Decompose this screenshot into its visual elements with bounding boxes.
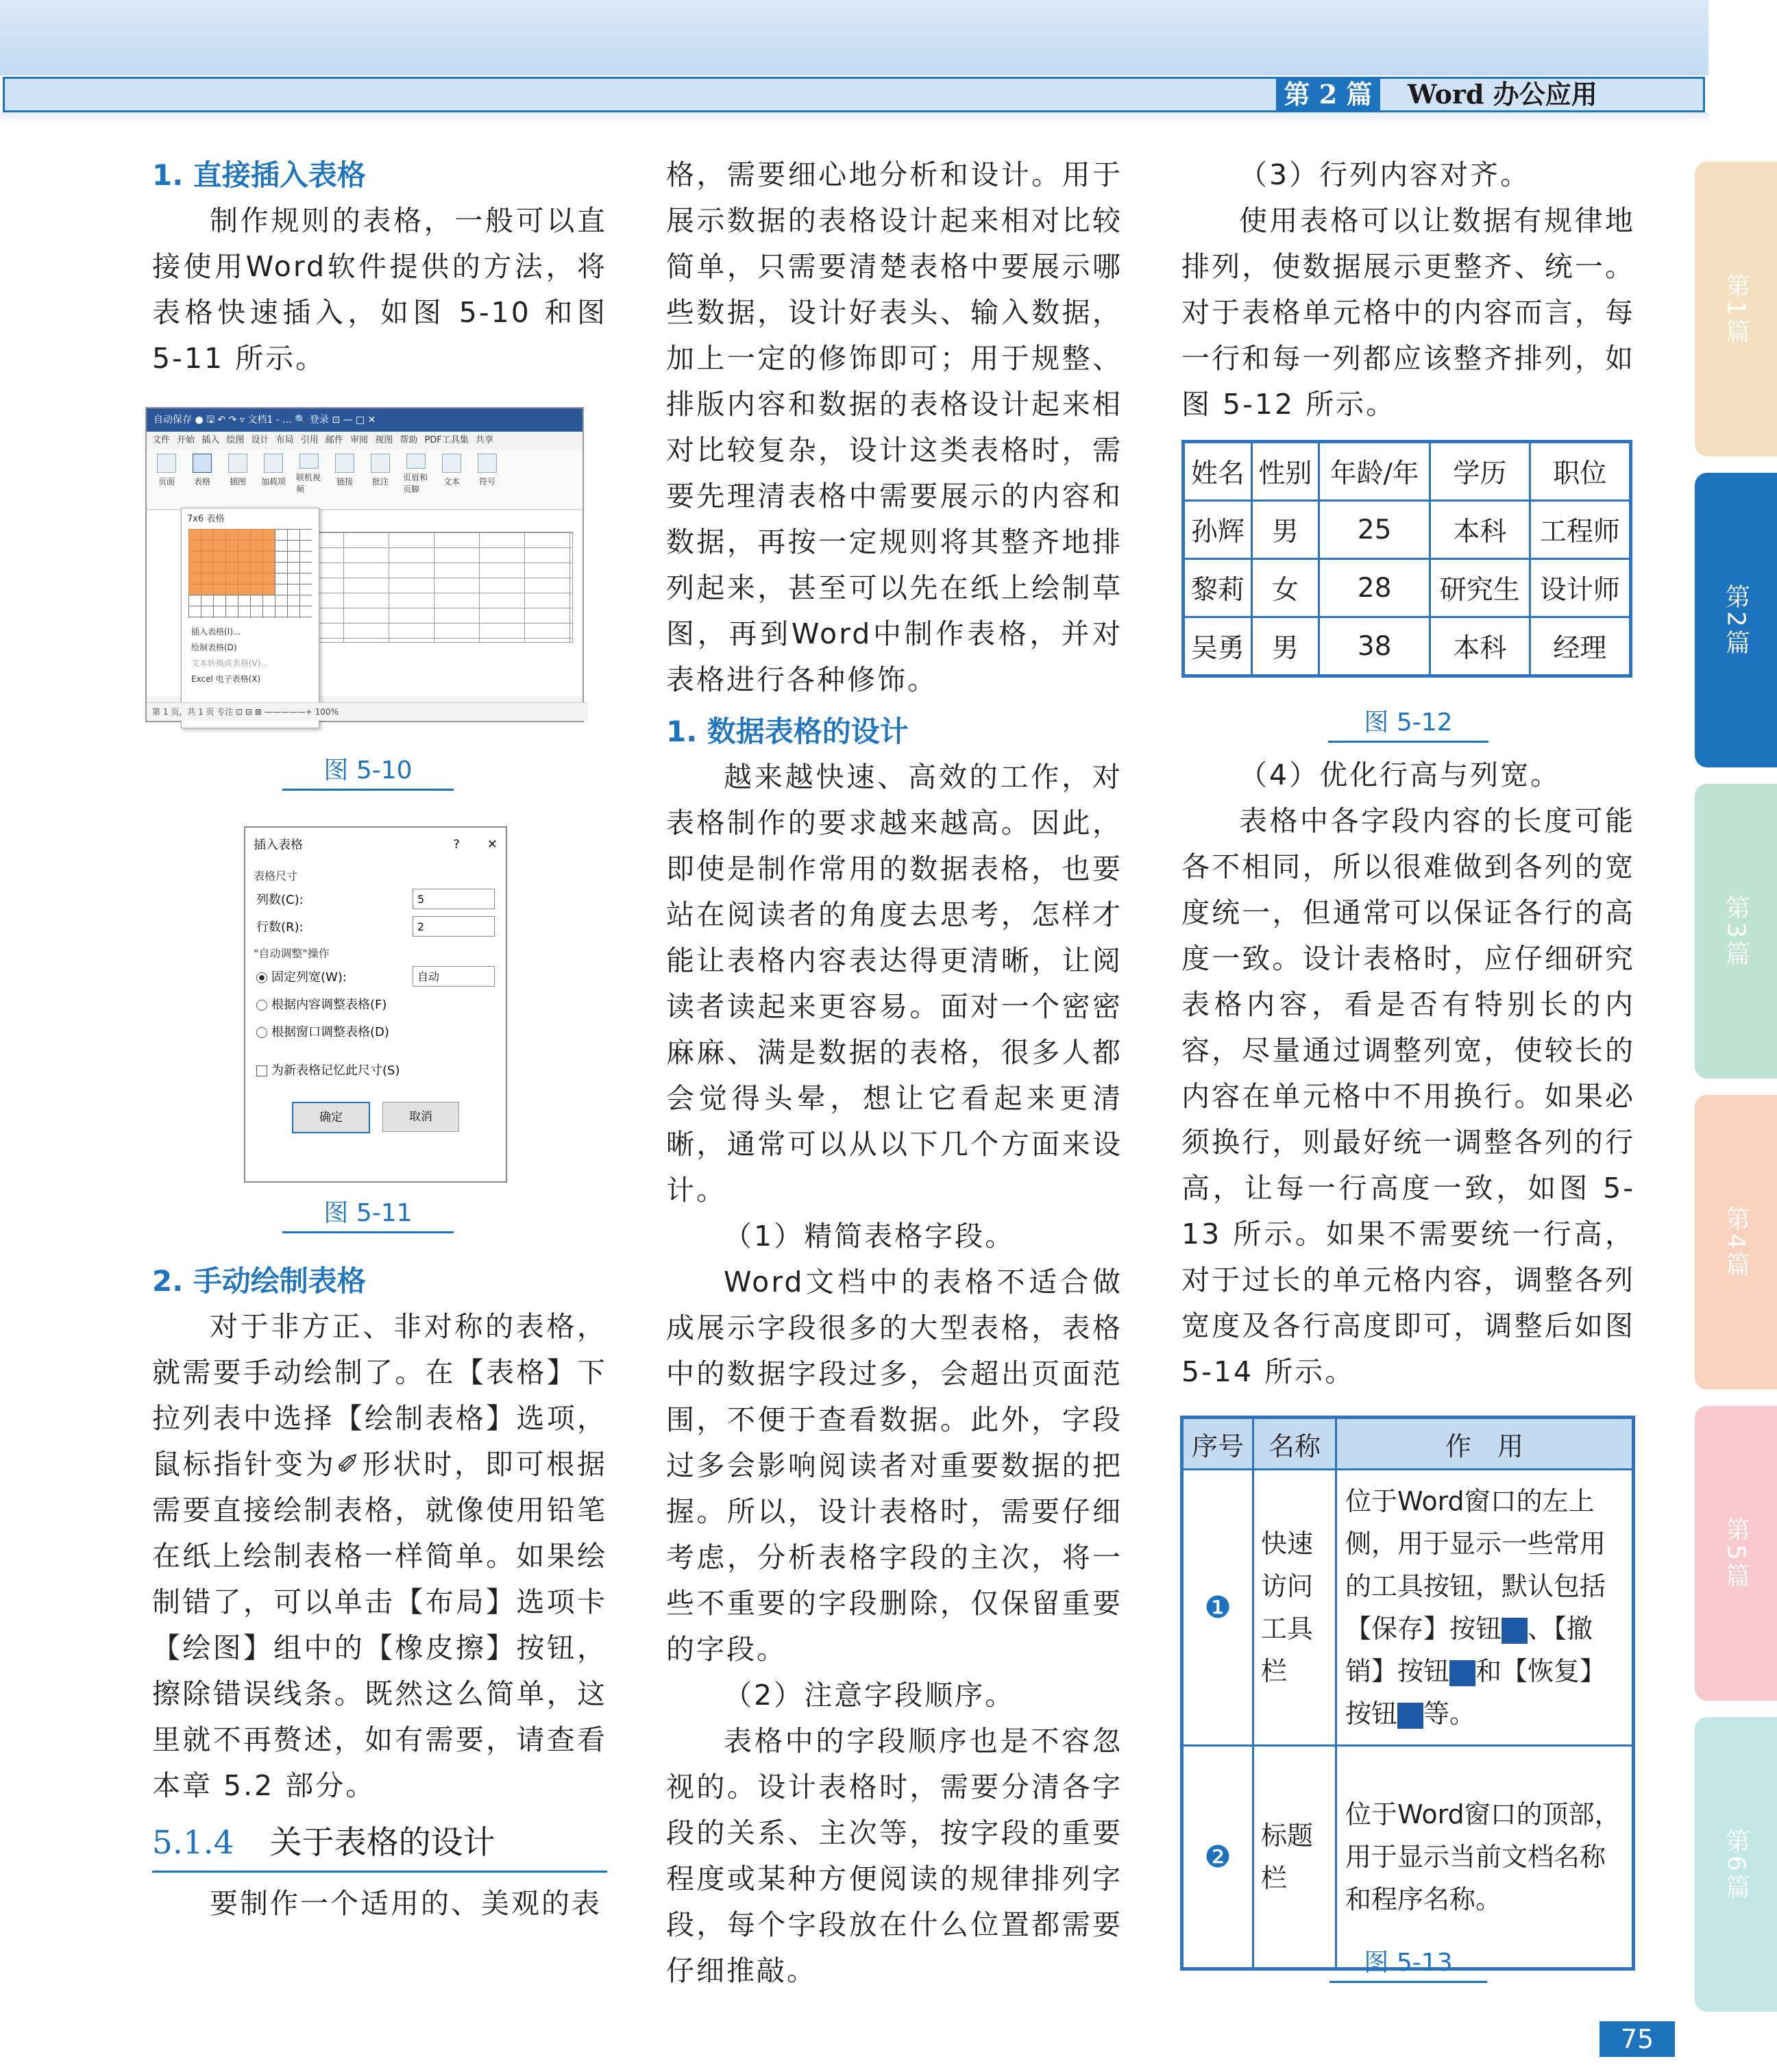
section-heading xyxy=(152,1821,607,1873)
table-grid xyxy=(188,529,312,618)
table-cell: 工程师 xyxy=(1530,501,1630,559)
table-cell: 黎莉 xyxy=(1184,559,1252,617)
subheading: （4）优化行高与列宽。 xyxy=(1239,758,1561,791)
table-cell: 孙辉 xyxy=(1184,501,1252,559)
dialog-header xyxy=(245,828,506,861)
ribbon-comment-icon: 批注 xyxy=(367,454,393,495)
figure-caption: 图 5-12 xyxy=(1328,703,1488,743)
table-cell: 设计师 xyxy=(1530,559,1630,617)
table-cell: 女 xyxy=(1251,559,1319,617)
page-number: 75 xyxy=(1600,2021,1675,2057)
checkbox-icon xyxy=(256,1065,267,1076)
part-tab-3[interactable]: 第3篇 xyxy=(1695,784,1777,1078)
desc-text: 、【撤销】按钮 xyxy=(1345,1614,1593,1686)
cols-spinner: 5 xyxy=(413,889,495,909)
word-ribbon xyxy=(147,449,583,510)
autofit-window-label: 根据窗口调整表格(D) xyxy=(271,1025,389,1039)
cols-row xyxy=(256,887,495,911)
row-number: ❷ xyxy=(1182,1746,1253,1969)
figure-5-13-table xyxy=(1180,1416,1635,1971)
figure-caption: 图 5-11 xyxy=(282,1194,454,1233)
autofit-window-row xyxy=(256,1020,495,1043)
paragraph: 表格中的字段顺序也是不容忽视的。设计表格时，需要分清各字段的关系、主次等，按字段的重要程度或某种方便阅读的规律排列字段，每个字段放在什么位置都需要仔细推敲。 xyxy=(666,1725,1123,1987)
table-header-cell: 作 用 xyxy=(1336,1418,1634,1470)
remember-row xyxy=(256,1058,495,1081)
paragraph: 使用表格可以让数据有规律地排列，使数据展示更整齐、统一。对于表格单元格中的内容而言，每一行和每一列都应该整齐排列，如图 5-12 所示。 xyxy=(1181,204,1635,421)
part-tab-6[interactable]: 第6篇 xyxy=(1695,1717,1777,2012)
paragraph: 对于非方正、非对称的表格，就需要手动绘制了。在【表格】下拉列表中选择【绘制表格】选项，鼠标指针变为✐形状时，即可根据需要直接绘制表格，就像使用铅笔在纸上绘制表格一样简单。如果绘制错了，可以单击【布局】选项卡【绘图】组中的【橡皮擦】按钮，擦除错误线条。既然这么简单，这里就不再赘述，如有需要，请查看本章 5.2 部分。 xyxy=(152,1310,607,1802)
ribbon-video-icon: 联机视频 xyxy=(296,454,322,495)
heading-insert-table: 1. 直接插入表格 xyxy=(152,158,366,192)
autofit-content-label: 根据内容调整表格(F) xyxy=(271,998,387,1012)
heading-data-table-design: 1. 数据表格的设计 xyxy=(666,715,909,748)
row-description xyxy=(1336,1470,1634,1746)
desc-text: 位于Word窗口的左上侧，用于显示一些常用的工具按钮，默认包括【保存】按钮 xyxy=(1345,1486,1606,1644)
table-header-cell: 名称 xyxy=(1253,1418,1336,1470)
insert-table-dialog xyxy=(244,826,507,1183)
cancel-button: 取消 xyxy=(382,1102,459,1132)
table-header-cell: 性别 xyxy=(1251,442,1319,501)
figure-5-11-caption-wrap xyxy=(282,1194,454,1233)
row-number: ❶ xyxy=(1182,1470,1253,1746)
grid-size-label: 7x6 表格 xyxy=(187,514,225,524)
table-cell: 本科 xyxy=(1430,501,1530,559)
table-header-cell: 序号 xyxy=(1182,1418,1253,1470)
section-title: 关于表格的设计 xyxy=(269,1824,495,1862)
part-tab-4[interactable]: 第4篇 xyxy=(1695,1095,1777,1390)
undo-icon xyxy=(1449,1660,1475,1686)
table-cell: 男 xyxy=(1251,617,1319,676)
column-1 xyxy=(152,152,607,382)
rows-row xyxy=(256,915,495,938)
word-insert-table-screenshot xyxy=(145,407,584,722)
row-name: 快速访问工具栏 xyxy=(1253,1470,1336,1746)
menu-insert-table: 插入表格(I)... xyxy=(191,627,241,637)
fixed-width-row xyxy=(256,965,495,988)
table-header-cell: 年龄/年 xyxy=(1319,442,1430,501)
table-cell: 38 xyxy=(1319,617,1430,676)
table-cell: 25 xyxy=(1319,501,1430,559)
column-3 xyxy=(1181,152,1635,428)
paragraph: Word文档中的表格不适合做成展示字段很多的大型表格，表格中的数据字段过多，会超出页面范围，不便于查看数据。此外，字段过多会影响阅读者对重要数据的把握。所以，设计表格时，需要仔细考虑，分析表格字段的主次，将一些不重要的字段删除，仅保留重要的字段。 xyxy=(666,1266,1123,1666)
figure-5-12-table xyxy=(1181,440,1632,678)
ribbon-table-icon: 表格 xyxy=(189,454,215,495)
heading-draw-table: 2. 手动绘制表格 xyxy=(152,1264,366,1298)
document-table xyxy=(297,532,573,643)
help-icon: ? xyxy=(453,837,460,852)
section-number: 5.1.4 xyxy=(152,1824,234,1862)
radio-selected-icon xyxy=(256,972,267,983)
table-cell: 28 xyxy=(1319,559,1430,617)
ribbon-symbol-icon: 符号 xyxy=(474,454,500,495)
table-cell: 男 xyxy=(1251,501,1319,559)
paragraph: 格，需要细心地分析和设计。用于展示数据的表格设计起来相对比较简单，只需要清楚表格中要展示哪些数据，设计好表头、输入数据，加上一定的修饰即可；用于规整、排版内容和数据的表格设计起来相对比较复杂，设计这类表格时，需要先理清表格中需要展示的内容和数据，再按一定规则将其整齐地排列起来，甚至可以先在纸上绘制草图，再到Word中制作表格，并对表格进行各种修饰。 xyxy=(666,158,1123,696)
top-band xyxy=(0,0,1708,75)
rows-spinner: 2 xyxy=(413,916,495,937)
redo-icon xyxy=(1397,1703,1423,1729)
fixed-width-label: 固定列宽(W): xyxy=(271,970,347,985)
table-cell: 研究生 xyxy=(1430,559,1530,617)
grid-selection xyxy=(188,529,275,595)
table-dropdown xyxy=(181,508,319,728)
paragraph: 制作规则的表格，一般可以直接使用Word软件提供的方法，将表格快速插入，如图 5-10 和图 5-11 所示。 xyxy=(152,204,607,375)
table-header-cell: 学历 xyxy=(1430,442,1530,501)
figure-5-13-caption-wrap xyxy=(1329,1943,1487,1983)
table-cell: 本科 xyxy=(1430,617,1530,676)
group-table-size: 表格尺寸 xyxy=(254,870,298,883)
word-ribbon-tabs: 文件 开始 插入 绘图 设计 布局 引用 邮件 审阅 视图 帮助 PDF工具集 共享 xyxy=(147,432,583,449)
paragraph: 要制作一个适用的、美观的表 xyxy=(210,1887,602,1920)
ribbon-page-icon: 页面 xyxy=(154,454,180,495)
part-tab-2[interactable]: 第2篇 xyxy=(1695,473,1777,767)
subheading: （2）注意字段顺序。 xyxy=(724,1679,1016,1712)
radio-icon xyxy=(256,1027,267,1038)
table-header-cell: 职位 xyxy=(1530,442,1630,501)
close-icon: ✕ xyxy=(487,837,498,852)
figure-caption: 图 5-10 xyxy=(282,751,454,791)
dialog-title: 插入表格 xyxy=(254,838,303,852)
remember-label: 为新表格记忆此尺寸(S) xyxy=(271,1063,400,1078)
row-description: 位于Word窗口的顶部，用于显示当前文档名称和程序名称。 xyxy=(1336,1746,1634,1969)
save-icon xyxy=(1502,1618,1528,1644)
paragraph: 越来越快速、高效的工作，对表格制作的要求越来越高。因此，即使是制作常用的数据表格，也要站在阅读者的角度去思考，怎样才能让表格内容表达得更清晰，让阅读者读起来更容易。面对一个密密麻麻、满是数据的表格，很多人都会觉得头晕，想让它看起来更清晰，通常可以从以下几个方面来设计。 xyxy=(666,761,1123,1207)
table-cell: 经理 xyxy=(1530,617,1630,676)
figure-5-12-caption-wrap xyxy=(1328,703,1488,743)
row-name: 标题栏 xyxy=(1253,1746,1336,1969)
figure-5-10-caption-wrap xyxy=(282,751,454,791)
cols-label: 列数(C): xyxy=(256,893,304,907)
ribbon-picture-icon: 插图 xyxy=(225,454,251,495)
dialog-buttons xyxy=(245,1102,506,1133)
ribbon-link-icon: 链接 xyxy=(332,454,358,495)
rows-label: 行数(R): xyxy=(256,920,304,935)
header-title: Word 办公应用 xyxy=(1408,79,1597,110)
ribbon-addin-icon: 加载项 xyxy=(260,454,286,495)
autofit-content-row xyxy=(256,992,495,1015)
group-autofit: "自动调整"操作 xyxy=(254,947,330,960)
menu-convert-text: 文本转换成表格(V)... xyxy=(191,658,269,668)
subheading: （1）精简表格字段。 xyxy=(724,1220,1016,1253)
subheading: （3）行列内容对齐。 xyxy=(1239,158,1531,191)
desc-text: 和【恢复】按钮 xyxy=(1345,1656,1606,1729)
radio-icon xyxy=(256,1000,267,1011)
part-tab-1[interactable]: 第1篇 xyxy=(1695,162,1777,456)
header-part: 第 2 篇 xyxy=(1276,77,1380,112)
table-header-cell: 姓名 xyxy=(1184,442,1252,501)
desc-text: 等。 xyxy=(1423,1699,1476,1729)
table-cell: 吴勇 xyxy=(1184,617,1252,676)
column-2 xyxy=(666,152,1123,1994)
width-spinner: 自动 xyxy=(413,966,495,987)
word-title-bar: 自动保存 ● 🖫 ↶ ↷ ▿ 文档1 - ... 🔍 登录 ⊡ — □ ✕ xyxy=(147,408,583,432)
ok-button: 确定 xyxy=(292,1102,370,1133)
part-tab-5[interactable]: 第5篇 xyxy=(1695,1406,1777,1701)
paragraph: 表格中各字段内容的长度可能各不相同，所以很难做到各列的宽度统一，但通常可以保证各行的高度一致。设计表格时，应仔细研究表格内容，看是否有特别长的内容，尽量通过调整列宽，使较长的内容在单元格中不用换行。如果必须换行，则最好统一调整各列的行高，让每一行高度一致，如图 5-13 所示。如果不需要统一行高，对于过长的单元格内容，调整各列宽度及各行高度即可，调整后如图 5-14 所示。 xyxy=(1181,804,1635,1388)
column-1-lower xyxy=(152,1258,607,1927)
ribbon-header-icon: 页眉和页脚 xyxy=(403,454,429,495)
header-shadow xyxy=(0,112,1708,125)
menu-excel-sheet: Excel 电子表格(X) xyxy=(191,674,261,684)
ribbon-text-icon: 文本 xyxy=(439,454,465,495)
figure-caption: 图 5-13 xyxy=(1329,1943,1487,1983)
menu-draw-table: 绘制表格(D) xyxy=(191,643,237,652)
word-status-bar: 第 1 页，共 1 页 专注 ⊡ ⊟ ⊠ —————+ 100% xyxy=(147,702,588,721)
column-3-middle xyxy=(1181,752,1635,1395)
